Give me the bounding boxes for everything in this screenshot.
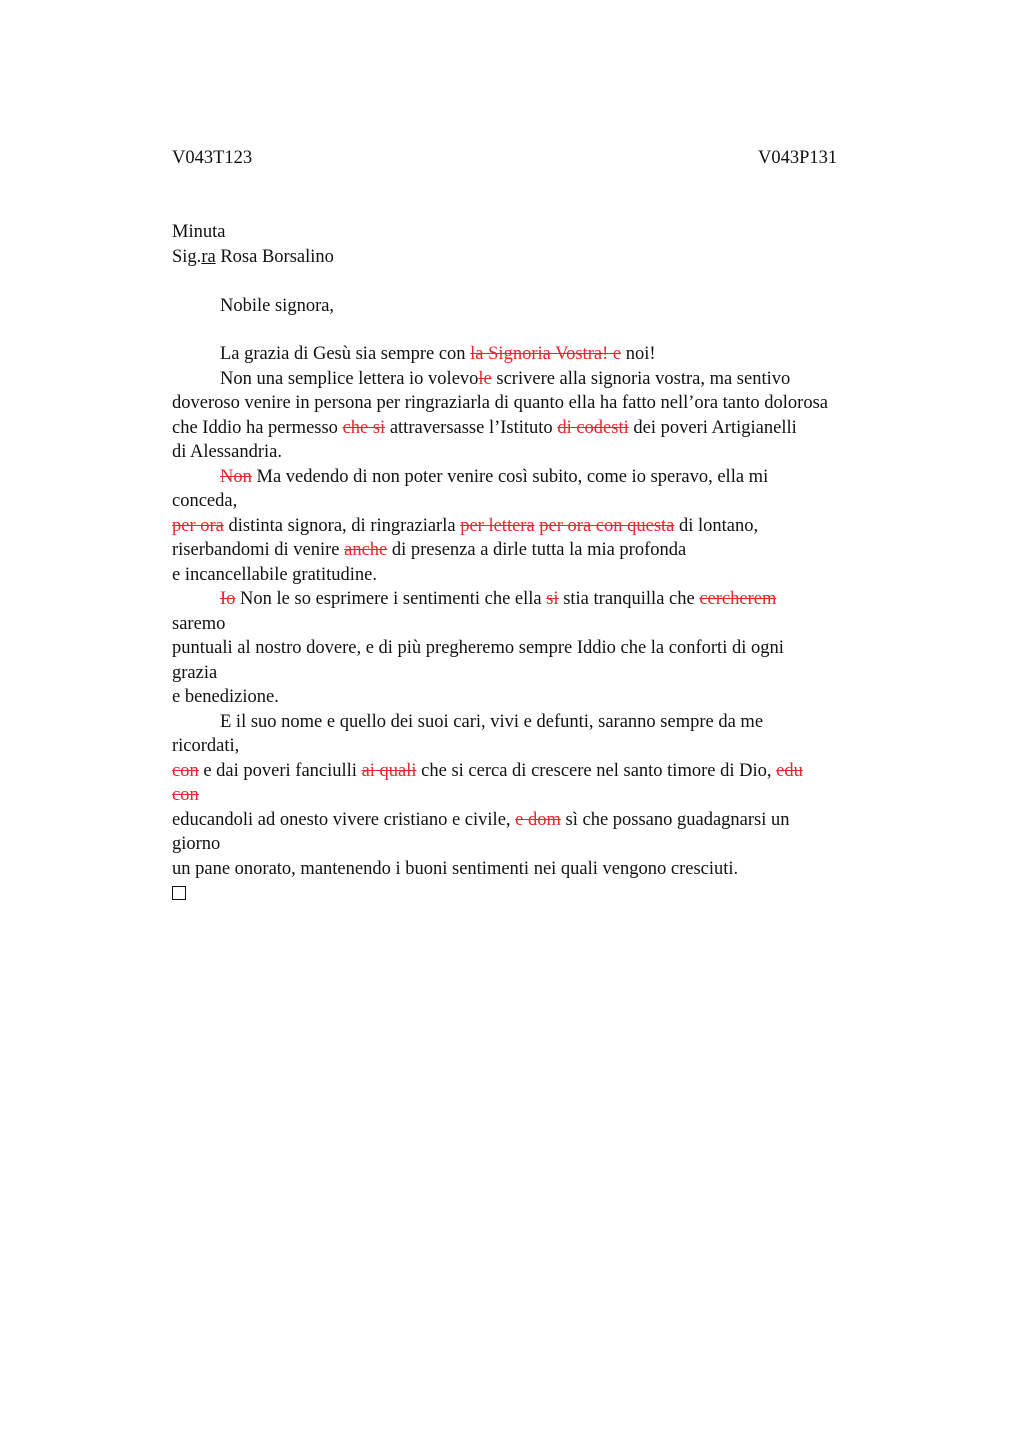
text-segment: di Alessandria. bbox=[172, 442, 282, 462]
deleted-text: per ora con questa bbox=[539, 515, 675, 536]
text-segment: Non una semplice lettera io volevo bbox=[220, 368, 479, 389]
body-line bbox=[172, 759, 912, 784]
text-segment: ricordati, bbox=[172, 736, 240, 756]
text-segment: Non le so esprimere i sentimenti che ella bbox=[235, 589, 547, 609]
recipient-title-suffix: ra bbox=[201, 246, 216, 267]
deleted-text: che si bbox=[342, 417, 386, 438]
letter-header bbox=[172, 220, 334, 269]
recipient-name: Rosa Borsalino bbox=[215, 246, 334, 267]
document-type: Minuta bbox=[172, 222, 226, 242]
body-line bbox=[172, 342, 912, 367]
body-line bbox=[172, 808, 912, 833]
text-segment: educandoli ad onesto vivere cristiano e civile, bbox=[172, 809, 516, 830]
text-segment: un pane onorato, mantenendo i buoni sentimenti nei quali vengono cresciuti. bbox=[172, 858, 739, 879]
body-line bbox=[172, 783, 912, 808]
text-segment: e dai poveri fanciulli bbox=[198, 760, 362, 781]
square-marker-icon bbox=[172, 886, 186, 900]
body-line bbox=[172, 661, 912, 686]
deleted-text: le bbox=[478, 368, 492, 389]
text-segment: che si cerca di crescere nel santo timore di Dio, bbox=[416, 760, 777, 781]
body-line bbox=[172, 587, 912, 612]
text-segment: noi! bbox=[621, 344, 656, 364]
salutation: Nobile signora, bbox=[220, 296, 335, 316]
document-code-left: V043T123 bbox=[172, 148, 253, 168]
body-line bbox=[172, 367, 912, 392]
body-line bbox=[172, 563, 912, 588]
body-line bbox=[172, 538, 912, 563]
text-segment: scrivere alla signoria vostra, ma sentivo bbox=[491, 368, 791, 389]
text-segment: di presenza a dirle tutta la mia profonda bbox=[387, 540, 687, 560]
text-segment: stia tranquilla che bbox=[558, 589, 700, 609]
deleted-text: Non bbox=[220, 466, 252, 487]
deleted-text: e dom bbox=[515, 809, 561, 830]
deleted-text: anche bbox=[344, 540, 388, 560]
text-segment: riserbandomi di venire bbox=[172, 540, 345, 560]
text-segment: grazia bbox=[172, 662, 218, 683]
deleted-text: con bbox=[172, 785, 199, 805]
deleted-text: Io bbox=[220, 589, 236, 609]
body-line bbox=[172, 636, 912, 661]
text-segment: di lontano, bbox=[674, 515, 759, 536]
body-line bbox=[172, 832, 912, 857]
end-marker-line bbox=[172, 881, 912, 908]
text-segment: dei poveri Artigianelli bbox=[628, 417, 797, 438]
body-line bbox=[172, 440, 912, 465]
recipient-prefix: Sig. bbox=[172, 246, 202, 267]
body-line bbox=[172, 514, 912, 539]
body-line bbox=[172, 612, 912, 637]
text-segment: e benedizione. bbox=[172, 687, 279, 707]
deleted-text: di codesti bbox=[557, 417, 629, 438]
body-line bbox=[172, 416, 912, 441]
body-line bbox=[172, 710, 912, 735]
body-line bbox=[172, 685, 912, 710]
document-code-right: V043P131 bbox=[758, 148, 838, 168]
deleted-text: cercherem bbox=[699, 589, 777, 609]
body-line bbox=[172, 465, 912, 490]
deleted-text: per ora bbox=[172, 515, 224, 536]
text-segment: doveroso venire in persona per ringraziarla di quanto ella ha fatto nell’ora tanto dolorosa bbox=[172, 393, 828, 413]
text-segment: sì che possano guadagnarsi un bbox=[560, 809, 790, 830]
text-segment: E il suo nome e quello dei suoi cari, vivi e defunti, saranno sempre da me bbox=[220, 711, 764, 732]
deleted-text: ai quali bbox=[361, 760, 417, 781]
body-line bbox=[172, 734, 912, 759]
body-line bbox=[172, 857, 912, 882]
body-line bbox=[172, 489, 912, 514]
deleted-text: con bbox=[172, 760, 199, 781]
text-segment: conceda, bbox=[172, 491, 238, 511]
deleted-text: edu bbox=[776, 760, 803, 781]
deleted-text: per lettera bbox=[460, 515, 535, 536]
text-segment: attraversasse l’Istituto bbox=[385, 417, 558, 438]
text-segment: che Iddio ha permesso bbox=[172, 417, 343, 438]
recipient bbox=[172, 245, 334, 270]
deleted-text: la Signoria Vostra! e bbox=[470, 344, 622, 364]
deleted-text: si bbox=[546, 589, 559, 609]
text-segment: distinta signora, di ringraziarla bbox=[223, 515, 461, 536]
text-segment: giorno bbox=[172, 834, 221, 854]
text-segment: e incancellabile gratitudine. bbox=[172, 564, 377, 585]
body-line bbox=[172, 391, 912, 416]
text-segment: saremo bbox=[172, 613, 226, 634]
text-segment: puntuali al nostro dovere, e di più pregheremo sempre Iddio che la conforti di ogni bbox=[172, 638, 784, 658]
text-segment: Ma vedendo di non poter venire così subito, come io speravo, ella mi bbox=[251, 466, 769, 487]
letter-body bbox=[172, 342, 912, 908]
text-segment: La grazia di Gesù sia sempre con bbox=[220, 344, 471, 364]
